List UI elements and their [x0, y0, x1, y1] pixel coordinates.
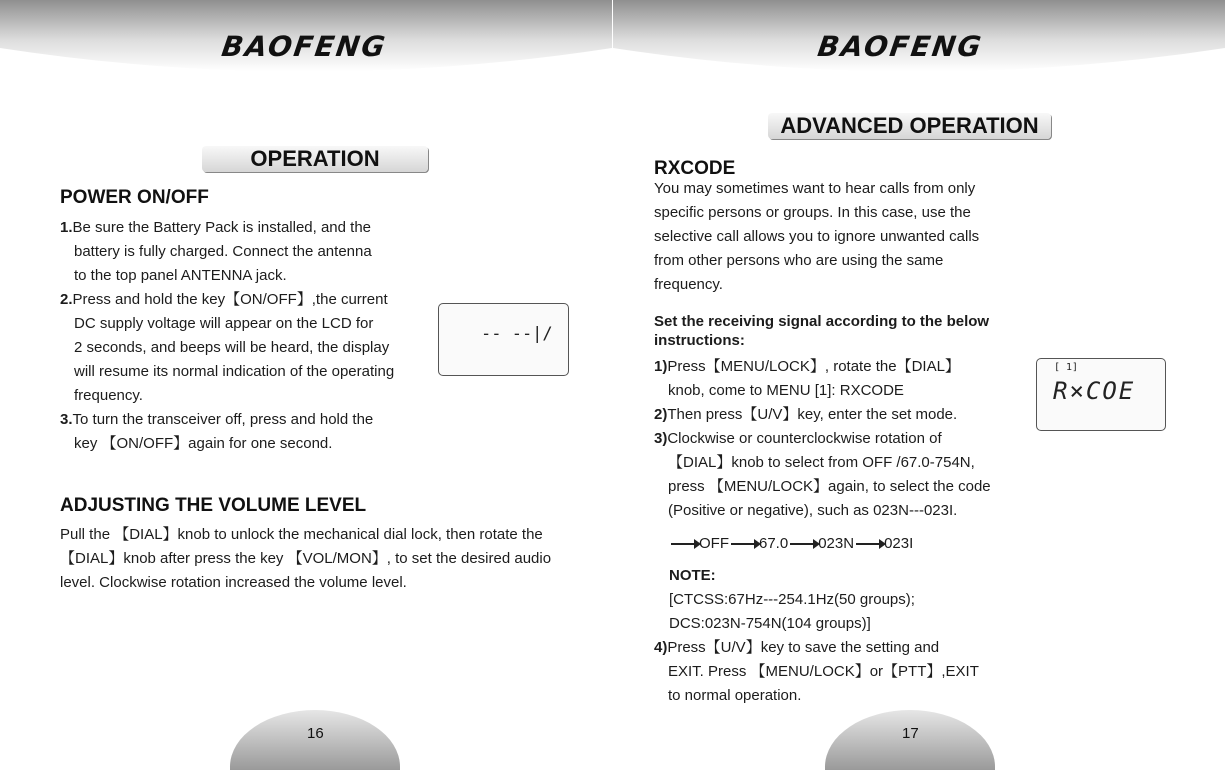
power-item-1: 1.Be sure the Battery Pack is installed, and the [60, 219, 372, 236]
right-page [613, 0, 1225, 770]
page-number: 16 [307, 725, 324, 742]
lcd-rxcode-display [1036, 358, 1166, 431]
power-item-1-line: battery is fully charged. Connect the antenna [74, 243, 372, 260]
flow-step: 023N [818, 535, 855, 552]
step-4-line: EXIT. Press 【MENU/LOCK】or【PTT】,EXIT [668, 663, 979, 680]
step-3: 3)Clockwise or counterclockwise rotation of [654, 430, 942, 447]
lcd-rxcode-text: R×COE [1053, 377, 1136, 405]
power-instructions [60, 216, 410, 456]
section-title: ADVANCED OPERATION [768, 113, 1051, 139]
instructions-heading-line: instructions: [654, 332, 745, 349]
power-item-2-line: DC supply voltage will appear on the LCD for [74, 315, 374, 332]
step-4-line: to normal operation. [668, 687, 802, 704]
note-line: [CTCSS:67Hz---254.1Hz(50 groups); [669, 591, 915, 608]
volume-line: level. Clockwise rotation increased the volume level. [60, 574, 407, 591]
arrow-icon [671, 543, 697, 545]
lcd-menu-number: [ 1] [1054, 362, 1079, 373]
step-3-line: press 【MENU/LOCK】again, to select the code [668, 478, 991, 495]
step-2: 2)Then press【U/V】key, enter the set mode. [654, 406, 958, 423]
rxcode-heading: RXCODE [654, 158, 736, 179]
power-item-2-line: frequency. [74, 387, 143, 404]
rxcode-steps [654, 355, 1014, 523]
volume-line: Pull the 【DIAL】knob to unlock the mechanical dial lock, then rotate the [60, 526, 543, 543]
brand-logo: BAOFENG [219, 30, 389, 63]
left-page [0, 0, 612, 770]
code-flow [669, 535, 913, 552]
volume-instructions [60, 523, 580, 595]
step-4-block [654, 636, 1014, 708]
power-item-2: 2.Press and hold the key【ON/OFF】,the current [60, 291, 388, 308]
intro-line: You may sometimes want to hear calls from only [654, 180, 976, 197]
intro-line: selective call allows you to ignore unwanted calls [654, 228, 980, 245]
step-1: 1)Press【MENU/LOCK】, rotate the【DIAL】 [654, 358, 960, 375]
intro-line: from other persons who are using the same [654, 252, 944, 269]
lcd-voltage-text: -- --|/ [481, 324, 553, 344]
arrow-icon [731, 543, 757, 545]
power-item-1-line: to the top panel ANTENNA jack. [74, 267, 287, 284]
note-block [669, 564, 1009, 636]
flow-step: OFF [699, 535, 729, 552]
power-item-2-line: 2 seconds, and beeps will be heard, the display [74, 339, 390, 356]
flow-step: 67.0 [759, 535, 789, 552]
volume-heading: ADJUSTING THE VOLUME LEVEL [60, 495, 367, 516]
intro-line: specific persons or groups. In this case, use the [654, 204, 971, 221]
step-4: 4)Press【U/V】key to save the setting and [654, 639, 940, 656]
flow-step: 023I [884, 535, 914, 552]
instructions-heading [654, 312, 1014, 350]
instructions-heading-line: Set the receiving signal according to the below [654, 313, 990, 330]
step-1-line: knob, come to MENU [1]: RXCODE [668, 382, 904, 399]
rxcode-intro [654, 177, 1004, 297]
arrow-icon [856, 543, 882, 545]
step-3-line: (Positive or negative), such as 023N---023I. [668, 502, 958, 519]
note-line: DCS:023N-754N(104 groups)] [669, 615, 871, 632]
step-3-line: 【DIAL】knob to select from OFF /67.0-754N, [668, 454, 975, 471]
power-item-3: 3.To turn the transceiver off, press and hold the [60, 411, 374, 428]
note-heading: NOTE: [669, 567, 716, 584]
page-number: 17 [902, 725, 919, 742]
section-title: OPERATION [202, 146, 428, 172]
power-heading: POWER ON/OFF [60, 187, 209, 208]
power-item-3-line: key 【ON/OFF】again for one second. [74, 435, 333, 452]
volume-line: 【DIAL】knob after press the key 【VOL/MON】, to set the desired audio [60, 550, 552, 567]
brand-logo: BAOFENG [815, 30, 985, 63]
lcd-voltage-display [438, 303, 569, 376]
intro-line: frequency. [654, 276, 723, 293]
arrow-icon [790, 543, 816, 545]
power-item-2-line: will resume its normal indication of the operating [74, 363, 395, 380]
